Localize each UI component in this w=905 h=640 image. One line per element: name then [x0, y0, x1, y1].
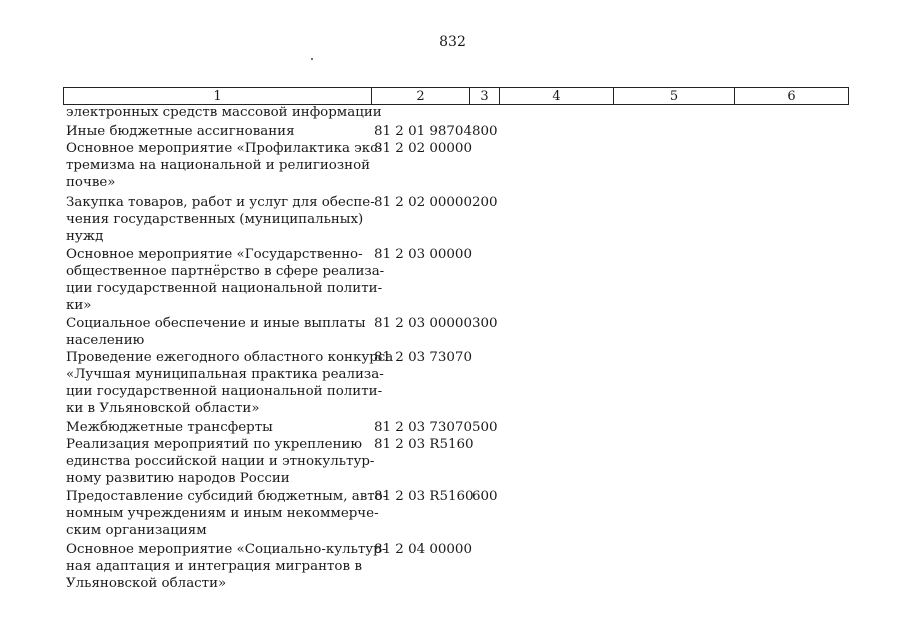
- description-line: населению: [66, 333, 145, 348]
- row-code: 81 2 02 00000: [374, 141, 472, 156]
- header-col-3: 3: [470, 88, 500, 104]
- continuation-text: электронных средств массовой информации: [66, 105, 382, 120]
- row-code: 81 2 01 98704: [374, 124, 472, 139]
- row-description: [66, 436, 375, 487]
- description-line: тремизма на национальной и религиозной: [66, 158, 371, 173]
- description-line: ции государственной национальной полити-: [66, 281, 383, 296]
- row-description: [66, 541, 387, 592]
- header-col-4: 4: [500, 88, 614, 104]
- description-line: чения государственных (муниципальных): [66, 212, 364, 227]
- row-code: 81 2 03 00000: [374, 316, 472, 331]
- description-line: Основное мероприятие «Профилактика экс-: [66, 141, 383, 156]
- description-line: единства российской нации и этнокультур-: [66, 454, 375, 469]
- row-description: [66, 140, 383, 191]
- row-code: 81 2 02 00000: [374, 195, 472, 210]
- description-line: Основное мероприятие «Социально-культур-: [66, 542, 387, 557]
- description-line: ки в Ульяновской области»: [66, 401, 260, 416]
- row-code: 81 2 03 R5160: [374, 437, 474, 452]
- description-line: ки»: [66, 298, 92, 313]
- header-col-6: 6: [787, 89, 796, 104]
- description-line: ному развитию народов России: [66, 471, 290, 486]
- row-description: [66, 419, 362, 436]
- description-line: Проведение ежегодного областного конкурса: [66, 350, 394, 365]
- row-description: [66, 194, 375, 245]
- description-line: Ульяновской области»: [66, 576, 227, 591]
- description-line: общественное партнёрство в сфере реализа-: [66, 264, 385, 279]
- scan-speck: [311, 58, 313, 60]
- row-type: 800: [472, 124, 498, 139]
- description-line: почве»: [66, 175, 116, 190]
- description-line: Предоставление субсидий бюджетным, авто-: [66, 489, 388, 504]
- description-line: «Лучшая муниципальная практика реализа-: [66, 367, 384, 382]
- row-code: 81 2 03 R5160: [374, 489, 474, 504]
- row-code: 81 2 04 00000: [374, 542, 472, 557]
- description-line: Социальное обеспечение и иные выплаты: [66, 316, 366, 331]
- row-description: [66, 246, 385, 314]
- row-description: [66, 349, 394, 417]
- row-type: 200: [472, 195, 498, 210]
- row-type: 300: [472, 316, 498, 331]
- row-type: 600: [472, 489, 498, 504]
- description-line: ная адаптация и интеграция мигрантов в: [66, 559, 362, 574]
- description-line: Иные бюджетные ассигнования: [66, 124, 295, 139]
- row-code: 81 2 03 73070: [374, 350, 472, 365]
- description-line: Основное мероприятие «Государственно-: [66, 247, 363, 262]
- description-line: номным учреждениям и иным некоммерче-: [66, 506, 379, 521]
- description-line: нужд: [66, 229, 104, 244]
- page-number: 832: [439, 34, 466, 50]
- row-description: [66, 488, 388, 539]
- row-description: [66, 315, 366, 349]
- header-col-1: 1: [64, 88, 372, 104]
- table-header: [63, 87, 849, 105]
- description-line: Реализация мероприятий по укреплению: [66, 437, 363, 452]
- description-line: ским организациям: [66, 523, 207, 538]
- header-col-2: 2: [372, 88, 470, 104]
- description-line: Межбюджетные трансферты: [66, 420, 273, 435]
- row-type: 500: [472, 420, 498, 435]
- header-col-5: 5: [614, 88, 735, 104]
- description-line: ции государственной национальной полити-: [66, 384, 383, 399]
- description-line: Закупка товаров, работ и услуг для обеспе-: [66, 195, 375, 210]
- row-description: [66, 123, 362, 140]
- row-code: 81 2 03 00000: [374, 247, 472, 262]
- row-code: 81 2 03 73070: [374, 420, 472, 435]
